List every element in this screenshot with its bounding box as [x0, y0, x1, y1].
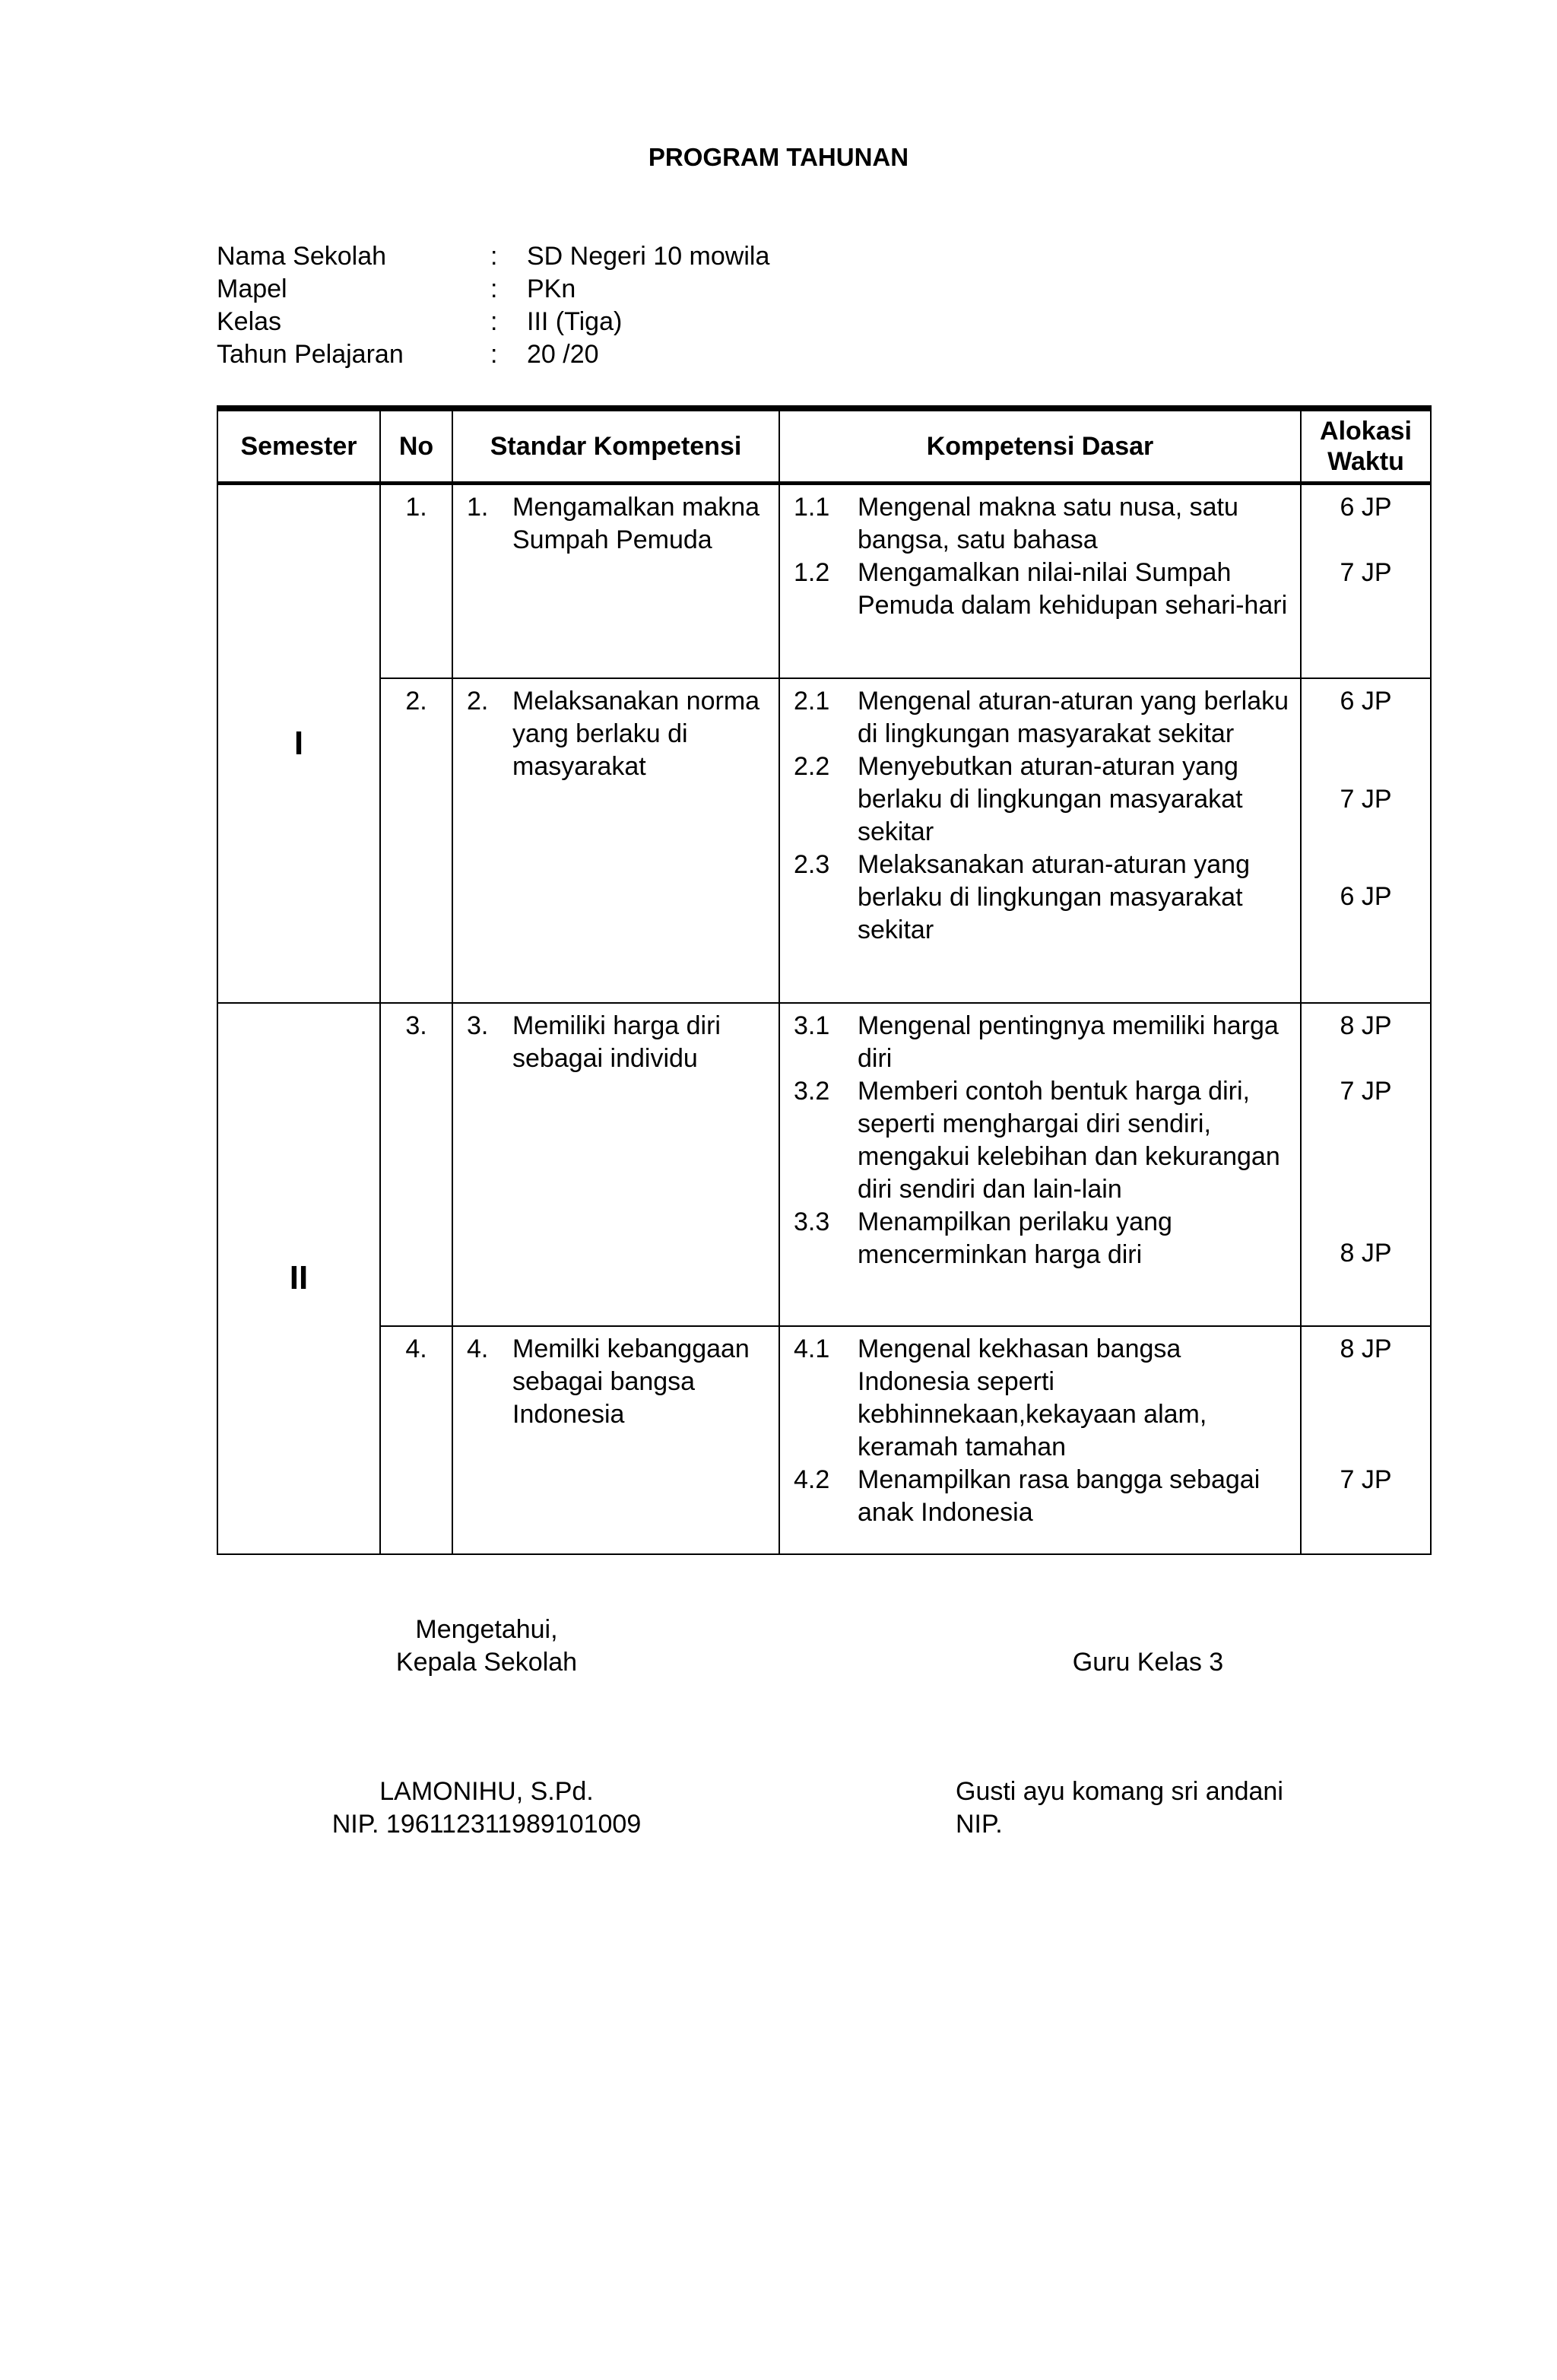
sk-number: 1.	[467, 493, 489, 522]
aw-value: 6 JP	[1340, 686, 1392, 716]
kepala-sekolah-nip: NIP. 196112311989101009	[331, 1810, 642, 1839]
guru-name: Gusti ayu komang sri andani	[956, 1777, 1283, 1806]
kd-text: Mengamalkan nilai-nilai Sumpah Pemuda dalam kehidupan sehari-hari	[858, 558, 1288, 620]
no-cell: 1.	[380, 484, 452, 678]
table-row	[217, 678, 1431, 1003]
info-colon: :	[490, 340, 498, 369]
kd-number: 3.3	[794, 1207, 830, 1236]
kd-text: Menyebutkan aturan-aturan yang berlaku di lingkungan masyarakat sekitar	[858, 751, 1243, 846]
alokasi-waktu-cell	[1301, 484, 1431, 678]
guru-kelas-label: Guru Kelas 3	[1072, 1648, 1224, 1677]
header-semester: Semester	[217, 408, 380, 484]
alokasi-waktu-cell	[1301, 678, 1431, 1003]
sk-number: 4.	[467, 1334, 489, 1363]
header-no: No	[380, 408, 452, 484]
aw-value: 8 JP	[1340, 1238, 1392, 1268]
info-value: III (Tiga)	[527, 307, 623, 336]
signature-left-name	[258, 1775, 715, 1841]
sk-text: Memilki kebanggaan sebagai bangsa Indonesia	[512, 1334, 750, 1429]
info-label: Tahun Pelajaran	[217, 340, 404, 369]
kd-item	[794, 685, 1289, 750]
signature-right-name	[956, 1775, 1283, 1841]
kd-number: 4.2	[794, 1464, 830, 1494]
info-label: Mapel	[217, 274, 287, 303]
table-row	[217, 1326, 1431, 1554]
semester-cell: I	[217, 484, 380, 1003]
info-label: Kelas	[217, 307, 282, 336]
table-row	[217, 1003, 1431, 1326]
kd-number: 2.3	[794, 849, 830, 879]
aw-value: 8 JP	[1340, 1011, 1392, 1040]
kompetensi-dasar-cell	[779, 678, 1301, 1003]
sk-text: Mengamalkan makna Sumpah Pemuda	[512, 493, 760, 554]
no-cell: 4.	[380, 1326, 452, 1554]
header-alokasi-line2: Waktu	[1327, 447, 1404, 476]
document-title: PROGRAM TAHUNAN	[648, 143, 909, 171]
kd-text: Mengenal makna satu nusa, satu bangsa, satu bahasa	[858, 493, 1238, 554]
alokasi-waktu-cell	[1301, 1003, 1431, 1326]
kd-number: 1.2	[794, 558, 830, 587]
table-row	[217, 484, 1431, 678]
program-table	[217, 405, 1432, 1555]
kd-item	[794, 750, 1289, 849]
kd-item	[794, 1464, 1289, 1529]
info-label: Nama Sekolah	[217, 242, 387, 271]
no-cell: 2.	[380, 678, 452, 1003]
kompetensi-dasar-cell	[779, 484, 1301, 678]
no-cell: 3.	[380, 1003, 452, 1326]
kd-text: Mengenal pentingnya memiliki harga diri	[858, 1011, 1279, 1073]
header-alokasi-waktu	[1301, 408, 1431, 484]
kd-item	[794, 1206, 1289, 1271]
kd-number: 2.1	[794, 686, 830, 716]
kd-number: 2.2	[794, 751, 830, 781]
mengetahui-label: Mengetahui,	[415, 1615, 558, 1644]
aw-value: 7 JP	[1340, 784, 1392, 814]
aw-value: 7 JP	[1340, 1464, 1392, 1494]
header-standar-kompetensi: Standar Kompetensi	[452, 408, 779, 484]
info-row-kelas	[217, 306, 769, 338]
school-info	[217, 240, 769, 371]
kd-item	[794, 1333, 1289, 1464]
info-value: 20 /20	[527, 340, 599, 369]
info-row-mapel	[217, 273, 769, 306]
kepala-sekolah-label: Kepala Sekolah	[395, 1648, 578, 1677]
alokasi-waktu-cell	[1301, 1326, 1431, 1554]
header-kompetensi-dasar: Kompetensi Dasar	[779, 408, 1301, 484]
kepala-sekolah-name: LAMONIHU, S.Pd.	[379, 1777, 594, 1806]
kd-text: Melaksanakan aturan-aturan yang berlaku di lingkungan masyarakat sekitar	[858, 849, 1250, 944]
info-row-tahun-pelajaran	[217, 338, 769, 371]
kd-item	[794, 557, 1289, 622]
info-value: SD Negeri 10 mowila	[527, 242, 770, 271]
info-row-nama-sekolah	[217, 240, 769, 273]
kd-text: Mengenal aturan-aturan yang berlaku di lingkungan masyarakat sekitar	[858, 686, 1289, 748]
kd-number: 3.1	[794, 1011, 830, 1040]
kd-text: Mengenal kekhasan bangsa Indonesia seperti kebhinnekaan,kekayaan alam, keramah tamahan	[858, 1334, 1207, 1461]
signature-left-header	[258, 1614, 715, 1679]
kd-item	[794, 1010, 1289, 1075]
kd-item	[794, 1075, 1289, 1206]
sk-number: 3.	[467, 1011, 489, 1040]
sk-text: Melaksanakan norma yang berlaku di masyarakat	[512, 686, 760, 781]
standar-kompetensi-cell	[452, 1003, 779, 1326]
aw-value: 8 JP	[1340, 1334, 1392, 1363]
aw-value: 6 JP	[1340, 881, 1392, 911]
table-header-row	[217, 408, 1431, 484]
kd-text: Menampilkan rasa bangga sebagai anak Indonesia	[858, 1464, 1261, 1527]
kd-item	[794, 491, 1289, 557]
kompetensi-dasar-cell	[779, 1003, 1301, 1326]
kompetensi-dasar-cell	[779, 1326, 1301, 1554]
aw-value: 7 JP	[1340, 1076, 1392, 1106]
info-colon: :	[490, 242, 498, 271]
sk-number: 2.	[467, 686, 489, 716]
kd-text: Menampilkan perilaku yang mencerminkan harga diri	[858, 1207, 1172, 1269]
standar-kompetensi-cell	[452, 484, 779, 678]
standar-kompetensi-cell	[452, 1326, 779, 1554]
info-colon: :	[490, 307, 498, 336]
semester-cell: II	[217, 1003, 380, 1554]
aw-value: 6 JP	[1340, 493, 1392, 522]
sk-text: Memiliki harga diri sebagai individu	[512, 1011, 721, 1073]
standar-kompetensi-cell	[452, 678, 779, 1003]
kd-number: 3.2	[794, 1076, 830, 1106]
aw-value: 7 JP	[1340, 558, 1392, 587]
info-colon: :	[490, 274, 498, 303]
kd-item	[794, 849, 1289, 947]
kd-text: Memberi contoh bentuk harga diri, seperti menghargai diri sendiri, mengakui kelebihan dan kekurangan diri sendiri dan lain-lain	[858, 1076, 1280, 1204]
guru-nip: NIP.	[956, 1810, 1003, 1839]
header-alokasi-line1: Alokasi	[1320, 417, 1412, 446]
kd-number: 4.1	[794, 1334, 830, 1363]
kd-number: 1.1	[794, 493, 830, 522]
info-value: PKn	[527, 274, 576, 303]
